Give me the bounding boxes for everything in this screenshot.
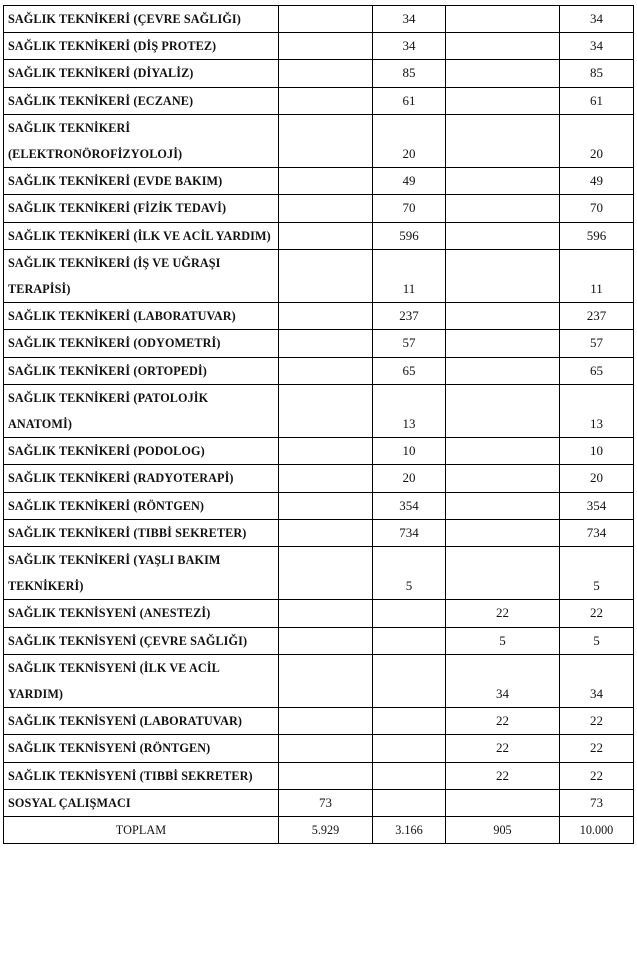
- column-1-value: [279, 330, 373, 357]
- column-2-value: 10: [373, 438, 446, 465]
- table-row: [4, 600, 634, 627]
- total-value: 61: [560, 87, 634, 114]
- position-title: SAĞLIK TEKNİKERİ (ORTOPEDİ): [4, 357, 279, 384]
- position-title: SAĞLIK TEKNİKERİ (ECZANE): [4, 87, 279, 114]
- total-value: 22: [560, 600, 634, 627]
- column-2-value: [373, 600, 446, 627]
- column-2-value: 20: [373, 114, 446, 167]
- total-column-2-value: 3.166: [373, 817, 446, 844]
- position-title: SAĞLIK TEKNİKERİ (DİŞ PROTEZ): [4, 33, 279, 60]
- position-title: SAĞLIK TEKNİKERİ (PATOLOJİK ANATOMİ): [4, 384, 279, 437]
- column-1-value: [279, 222, 373, 249]
- total-value: 11: [560, 249, 634, 302]
- column-2-value: [373, 627, 446, 654]
- column-2-value: 596: [373, 222, 446, 249]
- position-title: SAĞLIK TEKNİKERİ (ÇEVRE SAĞLIĞI): [4, 6, 279, 33]
- column-3-value: [446, 330, 560, 357]
- total-value: 5: [560, 547, 634, 600]
- column-2-value: 34: [373, 6, 446, 33]
- position-title: SAĞLIK TEKNİSYENİ (RÖNTGEN): [4, 735, 279, 762]
- table-row: [4, 438, 634, 465]
- total-value: 354: [560, 492, 634, 519]
- column-3-value: [446, 60, 560, 87]
- column-1-value: [279, 195, 373, 222]
- total-value: 20: [560, 465, 634, 492]
- position-title: SAĞLIK TEKNİKERİ (İŞ VE UĞRAŞI TERAPİSİ): [4, 249, 279, 302]
- position-title: SAĞLIK TEKNİKERİ (İLK VE ACİL YARDIM): [4, 222, 279, 249]
- column-3-value: [446, 492, 560, 519]
- total-value: 734: [560, 519, 634, 546]
- column-3-value: [446, 6, 560, 33]
- column-3-value: [446, 438, 560, 465]
- column-3-value: [446, 789, 560, 816]
- column-3-value: [446, 303, 560, 330]
- column-1-value: [279, 168, 373, 195]
- total-value: 34: [560, 6, 634, 33]
- column-2-value: [373, 789, 446, 816]
- column-3-value: 22: [446, 762, 560, 789]
- column-1-value: [279, 708, 373, 735]
- column-1-value: 73: [279, 789, 373, 816]
- table-row: [4, 249, 634, 302]
- column-3-value: [446, 465, 560, 492]
- column-2-value: 57: [373, 330, 446, 357]
- position-title: SAĞLIK TEKNİSYENİ (TIBBİ SEKRETER): [4, 762, 279, 789]
- position-title: SAĞLIK TEKNİKERİ (PODOLOG): [4, 438, 279, 465]
- total-label: TOPLAM: [4, 817, 279, 844]
- table-row: [4, 303, 634, 330]
- column-2-value: 49: [373, 168, 446, 195]
- table-row: [4, 357, 634, 384]
- table-row: [4, 547, 634, 600]
- column-1-value: [279, 547, 373, 600]
- table-row: [4, 627, 634, 654]
- column-2-value: 65: [373, 357, 446, 384]
- position-title: SAĞLIK TEKNİSYENİ (ANESTEZİ): [4, 600, 279, 627]
- column-3-value: 22: [446, 600, 560, 627]
- total-value: 34: [560, 33, 634, 60]
- column-1-value: [279, 60, 373, 87]
- total-row: [4, 817, 634, 844]
- table-row: [4, 708, 634, 735]
- column-1-value: [279, 357, 373, 384]
- position-title: SAĞLIK TEKNİKERİ (YAŞLI BAKIM TEKNİKERİ): [4, 547, 279, 600]
- column-3-value: 22: [446, 735, 560, 762]
- position-title: SAĞLIK TEKNİSYENİ (LABORATUVAR): [4, 708, 279, 735]
- column-3-value: [446, 547, 560, 600]
- column-2-value: 70: [373, 195, 446, 222]
- table-row: [4, 60, 634, 87]
- total-value: 5: [560, 627, 634, 654]
- table-row: [4, 330, 634, 357]
- column-3-value: [446, 114, 560, 167]
- table-row: [4, 168, 634, 195]
- total-value: 10: [560, 438, 634, 465]
- column-3-value: [446, 195, 560, 222]
- column-3-value: [446, 222, 560, 249]
- column-1-value: [279, 438, 373, 465]
- table-body: [4, 6, 634, 844]
- column-1-value: [279, 627, 373, 654]
- column-2-value: [373, 735, 446, 762]
- position-title: SAĞLIK TEKNİKERİ (DİYALİZ): [4, 60, 279, 87]
- staff-distribution-table: [3, 5, 634, 844]
- table-row: [4, 735, 634, 762]
- column-2-value: 354: [373, 492, 446, 519]
- table-row: [4, 114, 634, 167]
- total-value: 22: [560, 762, 634, 789]
- total-value: 57: [560, 330, 634, 357]
- table-row: [4, 789, 634, 816]
- total-value: 20: [560, 114, 634, 167]
- total-value: 596: [560, 222, 634, 249]
- column-3-value: [446, 357, 560, 384]
- total-value: 22: [560, 735, 634, 762]
- total-value: 65: [560, 357, 634, 384]
- position-title: SAĞLIK TEKNİKERİ (ODYOMETRİ): [4, 330, 279, 357]
- column-1-value: [279, 492, 373, 519]
- column-1-value: [279, 33, 373, 60]
- position-title: SAĞLIK TEKNİSYENİ (İLK VE ACİL YARDIM): [4, 654, 279, 707]
- column-1-value: [279, 762, 373, 789]
- table-row: [4, 87, 634, 114]
- position-title: SAĞLIK TEKNİKERİ (EVDE BAKIM): [4, 168, 279, 195]
- table-row: [4, 519, 634, 546]
- table-row: [4, 762, 634, 789]
- column-3-value: [446, 384, 560, 437]
- column-3-value: [446, 33, 560, 60]
- total-column-1-value: 5.929: [279, 817, 373, 844]
- column-2-value: 20: [373, 465, 446, 492]
- column-3-value: [446, 168, 560, 195]
- column-2-value: 13: [373, 384, 446, 437]
- total-value: 73: [560, 789, 634, 816]
- column-1-value: [279, 654, 373, 707]
- column-1-value: [279, 600, 373, 627]
- column-1-value: [279, 465, 373, 492]
- total-value: 34: [560, 654, 634, 707]
- column-2-value: [373, 654, 446, 707]
- column-3-value: [446, 519, 560, 546]
- table-row: [4, 222, 634, 249]
- table-row: [4, 195, 634, 222]
- position-title: SAĞLIK TEKNİKERİ (RADYOTERAPİ): [4, 465, 279, 492]
- position-title: SAĞLIK TEKNİKERİ (RÖNTGEN): [4, 492, 279, 519]
- position-title: SAĞLIK TEKNİKERİ (LABORATUVAR): [4, 303, 279, 330]
- total-value: 49: [560, 168, 634, 195]
- column-1-value: [279, 6, 373, 33]
- column-1-value: [279, 303, 373, 330]
- column-2-value: 237: [373, 303, 446, 330]
- column-3-value: 5: [446, 627, 560, 654]
- total-value: 22: [560, 708, 634, 735]
- column-3-value: [446, 249, 560, 302]
- column-1-value: [279, 519, 373, 546]
- table-row: [4, 33, 634, 60]
- column-1-value: [279, 87, 373, 114]
- table-row: [4, 465, 634, 492]
- column-1-value: [279, 384, 373, 437]
- table-row: [4, 384, 634, 437]
- column-2-value: 734: [373, 519, 446, 546]
- column-2-value: 61: [373, 87, 446, 114]
- column-1-value: [279, 249, 373, 302]
- position-title: SAĞLIK TEKNİKERİ (FİZİK TEDAVİ): [4, 195, 279, 222]
- column-2-value: [373, 708, 446, 735]
- column-3-value: 22: [446, 708, 560, 735]
- total-value: 237: [560, 303, 634, 330]
- total-value: 85: [560, 60, 634, 87]
- column-2-value: [373, 762, 446, 789]
- column-3-value: 34: [446, 654, 560, 707]
- position-title: SAĞLIK TEKNİKERİ (ELEKTRONÖROFİZYOLOJİ): [4, 114, 279, 167]
- column-2-value: 34: [373, 33, 446, 60]
- table-row: [4, 6, 634, 33]
- position-title: SAĞLIK TEKNİKERİ (TIBBİ SEKRETER): [4, 519, 279, 546]
- total-value: 13: [560, 384, 634, 437]
- position-title: SAĞLIK TEKNİSYENİ (ÇEVRE SAĞLIĞI): [4, 627, 279, 654]
- total-total-value: 10.000: [560, 817, 634, 844]
- position-title: SOSYAL ÇALIŞMACI: [4, 789, 279, 816]
- table-row: [4, 654, 634, 707]
- table-row: [4, 492, 634, 519]
- column-2-value: 5: [373, 547, 446, 600]
- column-2-value: 85: [373, 60, 446, 87]
- total-column-3-value: 905: [446, 817, 560, 844]
- column-3-value: [446, 87, 560, 114]
- column-1-value: [279, 735, 373, 762]
- column-1-value: [279, 114, 373, 167]
- column-2-value: 11: [373, 249, 446, 302]
- total-value: 70: [560, 195, 634, 222]
